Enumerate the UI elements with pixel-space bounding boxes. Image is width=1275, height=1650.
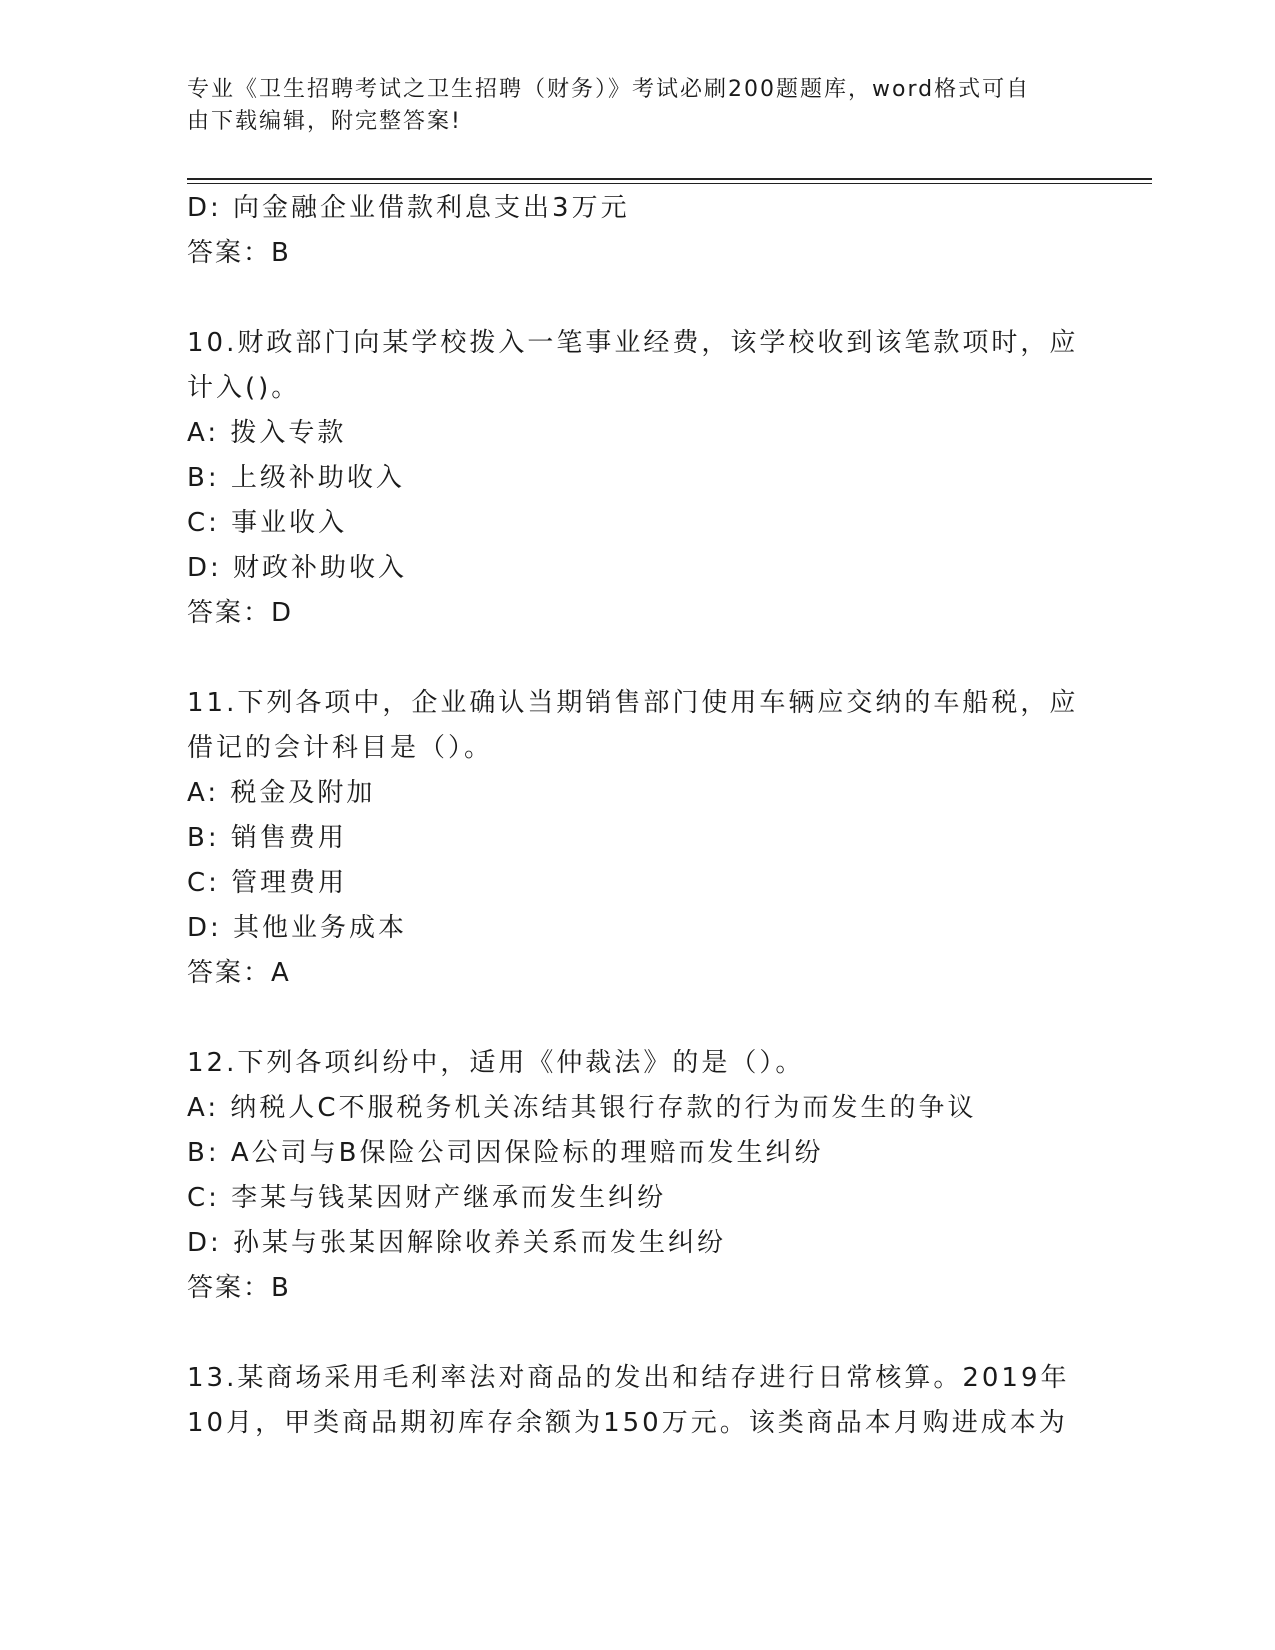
prev-option-d: D: 向金融企业借款利息支出3万元 <box>187 193 630 223</box>
header-rule-thin <box>187 183 1152 184</box>
document-header <box>187 74 1067 138</box>
q11-stem-line-2: 借记的会计科目是（）。 <box>187 733 494 763</box>
q10-option-c: C: 事业收入 <box>187 508 348 538</box>
q10-option-a: A: 拨入专款 <box>187 418 347 448</box>
header-rule-thick <box>187 178 1152 180</box>
q10-stem-line-2: 计入()。 <box>187 373 301 403</box>
q10-option-d: D: 财政补助收入 <box>187 553 408 583</box>
q12-stem-line-1: 12.下列各项纠纷中，适用《仲裁法》的是（）。 <box>187 1048 805 1078</box>
q12-answer: 答案：B <box>187 1273 291 1303</box>
q13-stem-line-1: 13.某商场采用毛利率法对商品的发出和结存进行日常核算。2019年 <box>187 1363 1070 1393</box>
q12-option-a: A: 纳税人C不服税务机关冻结其银行存款的行为而发生的争议 <box>187 1093 977 1123</box>
q11-stem-line-1: 11.下列各项中，企业确认当期销售部门使用车辆应交纳的车船税，应 <box>187 688 1079 718</box>
q12-option-c: C: 李某与钱某因财产继承而发生纠纷 <box>187 1183 667 1213</box>
q11-option-d: D: 其他业务成本 <box>187 913 408 943</box>
q10-option-b: B: 上级补助收入 <box>187 463 405 493</box>
q12-option-b: B: A公司与B保险公司因保险标的理赔而发生纠纷 <box>187 1138 824 1168</box>
q13-stem-line-2: 10月，甲类商品期初库存余额为150万元。该类商品本月购进成本为 <box>187 1408 1068 1438</box>
q11-answer: 答案：A <box>187 958 291 988</box>
q11-option-a: A: 税金及附加 <box>187 778 376 808</box>
q10-answer: 答案：D <box>187 598 294 628</box>
q11-option-c: C: 管理费用 <box>187 868 348 898</box>
header-line-1: 专业《卫生招聘考试之卫生招聘（财务）》考试必刷200题题库，word格式可自 <box>187 77 1031 102</box>
q11-option-b: B: 销售费用 <box>187 823 347 853</box>
q10-stem-line-1: 10.财政部门向某学校拨入一笔事业经费，该学校收到该笔款项时，应 <box>187 328 1079 358</box>
prev-answer: 答案：B <box>187 238 291 268</box>
q12-option-d: D: 孙某与张某因解除收养关系而发生纠纷 <box>187 1228 727 1258</box>
header-line-2: 由下载编辑，附完整答案! <box>187 109 462 134</box>
